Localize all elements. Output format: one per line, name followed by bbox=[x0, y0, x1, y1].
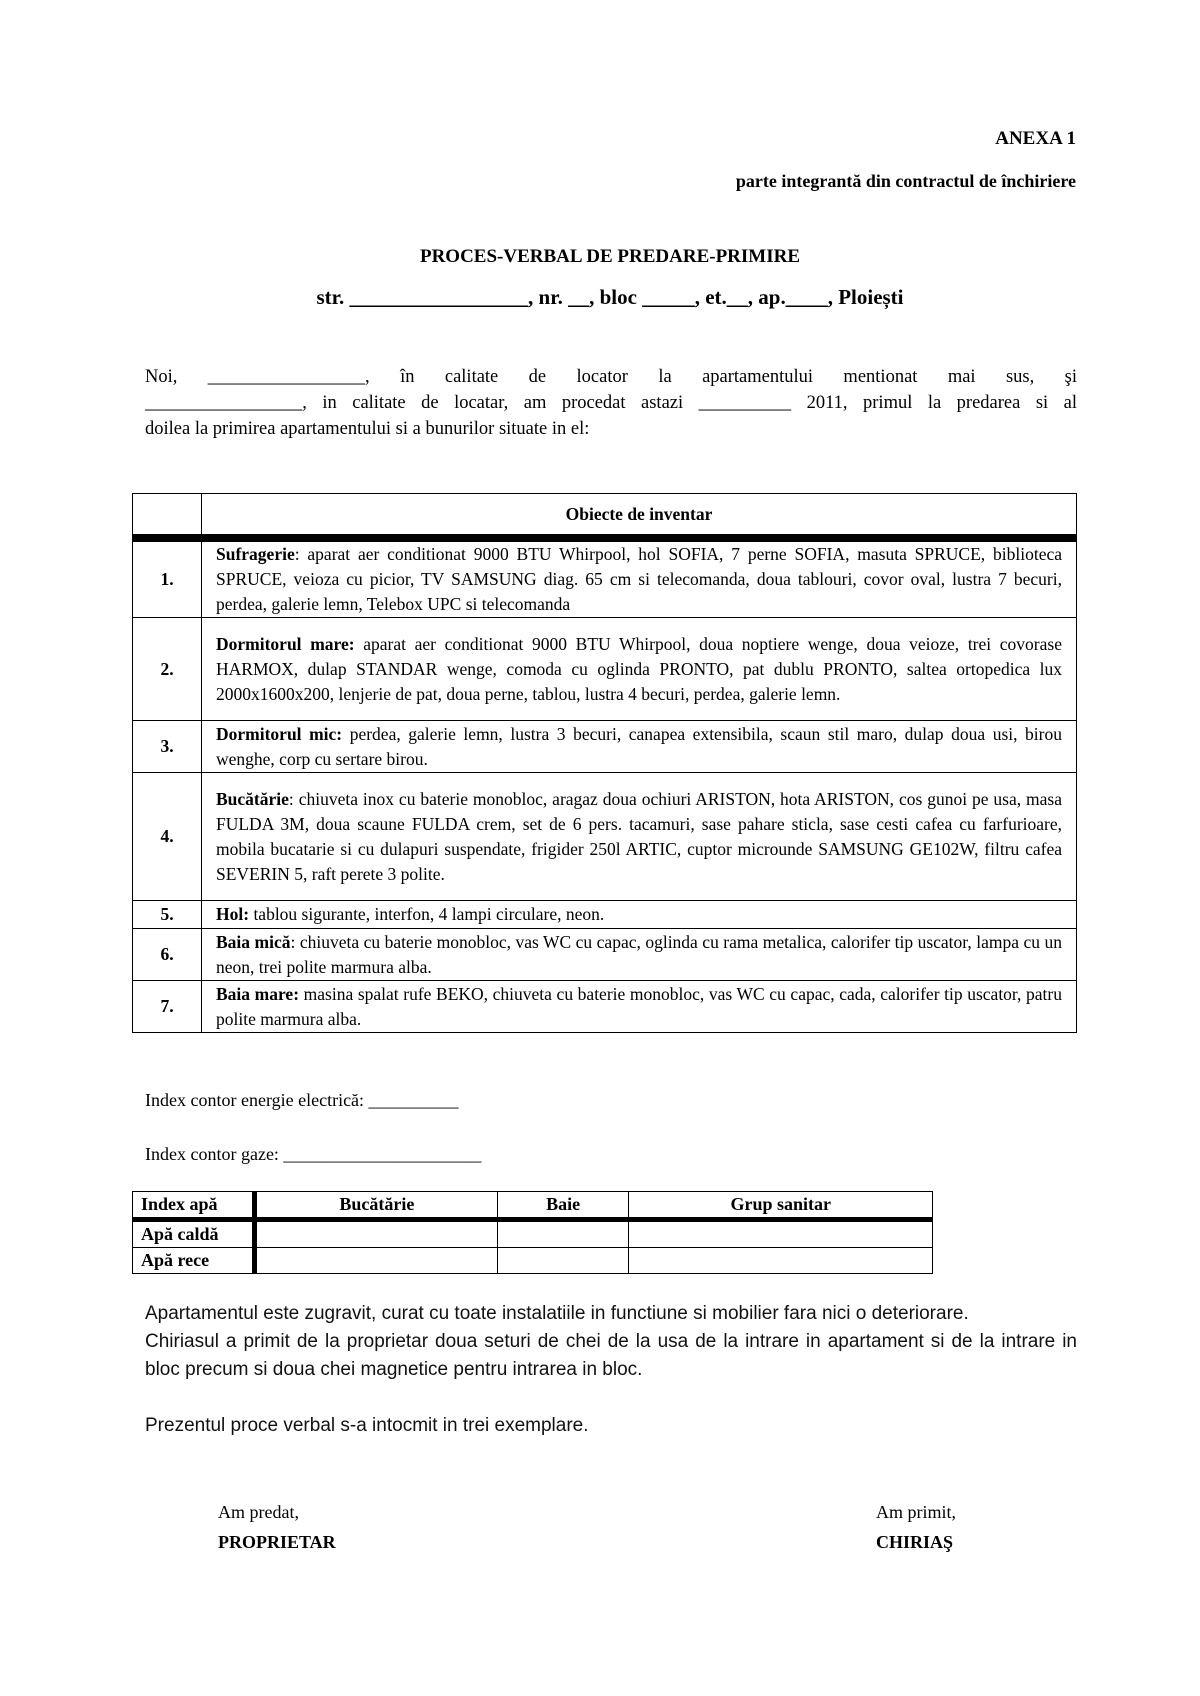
inventory-row-description bbox=[202, 901, 1077, 929]
inventory-row-number: 4. bbox=[133, 773, 202, 901]
inventory-room-name: Dormitorul mare: bbox=[216, 633, 355, 654]
inventory-row bbox=[133, 618, 1077, 721]
inventory-items: masina spalat rufe BEKO, chiuveta cu baterie monobloc, vas WC cu capac, cada, calorifer tip uscator, patru polite marmura alba. bbox=[216, 983, 1062, 1029]
signature-role: CHIRIAŞ bbox=[876, 1532, 954, 1552]
inventory-row-number: 7. bbox=[133, 981, 202, 1033]
inventory-row-number: 2. bbox=[133, 618, 202, 721]
inventory-room-name: Baia mare: bbox=[216, 983, 300, 1004]
water-cell bbox=[629, 1248, 933, 1274]
inventory-row bbox=[133, 721, 1077, 773]
inventory-row bbox=[133, 773, 1077, 901]
intro-line: doilea la primirea apartamentului si a bunurilor situate in el: bbox=[145, 419, 590, 439]
inventory-room-name: Bucătărie bbox=[216, 788, 289, 809]
inventory-room-name: Hol: bbox=[216, 904, 250, 924]
inventory-header-row bbox=[133, 494, 1077, 539]
signature-block-owner bbox=[218, 1497, 336, 1557]
document-title: PROCES-VERBAL DE PREDARE-PRIMIRE bbox=[419, 246, 801, 267]
intro-line: Noi, _________________, în calitate de locator la apartamentului mentionat mai sus, şi bbox=[145, 367, 1077, 387]
inventory-row-description bbox=[202, 773, 1077, 901]
inventory-items: : chiuveta cu baterie monobloc, vas WC cu capac, oglinda cu rama metalica, calorifer tip uscator, lampa cu un neon, trei polite marmura alba. bbox=[216, 931, 1062, 977]
intro-line: _________________, in calitate de locatar, am procedat astazi __________ 2011, primul la predarea si al bbox=[145, 393, 1077, 413]
signature-role: PROPRIETAR bbox=[218, 1532, 336, 1552]
inventory-header: Obiecte de inventar bbox=[202, 494, 1077, 539]
water-column-header: Bucătărie bbox=[255, 1192, 498, 1220]
inventory-items: : aparat aer conditionat 9000 BTU Whirpool, hol SOFIA, 7 perne SOFIA, masuta SPRUCE, biblioteca SPRUCE, veioza cu picior, TV SAMSUNG diag. 65 cm si telecomanda, doua tablouri, covor oval, lustra 7 becuri, perdea, galerie lemn, Telebox UPC si telecomanda bbox=[216, 544, 1062, 614]
signature-block-tenant bbox=[876, 1497, 956, 1557]
water-index-table bbox=[132, 1191, 933, 1274]
water-cell bbox=[629, 1220, 933, 1248]
closing-paragraph: Apartamentul este zugravit, curat cu toate instalatiile in functiune si mobilier fara nici o deteriorare. bbox=[145, 1303, 969, 1324]
closing-paragraph: Chiriasul a primit de la proprietar doua seturi de chei de la usa de la intrare in apartament si de la intrare in bloc precum si doua chei magnetice pentru intrarea in bloc. bbox=[145, 1331, 1077, 1380]
inventory-row-description bbox=[202, 721, 1077, 773]
water-corner-label: Index apă bbox=[133, 1192, 255, 1220]
water-row bbox=[133, 1248, 933, 1274]
inventory-row-description bbox=[202, 538, 1077, 618]
annex-subtitle: parte integrantă din contractul de închiriere bbox=[735, 171, 1076, 191]
inventory-items: perdea, galerie lemn, lustra 3 becuri, canapea extensibila, scaun stil maro, dulap doua usi, birou wenghe, corp cu sertare birou. bbox=[216, 723, 1062, 769]
inventory-row-number: 6. bbox=[133, 929, 202, 981]
inventory-row-number: 1. bbox=[133, 538, 202, 618]
inventory-row-number: 3. bbox=[133, 721, 202, 773]
electric-meter-index: Index contor energie electrică: __________ bbox=[145, 1090, 459, 1110]
water-row bbox=[133, 1220, 933, 1248]
annex-label: ANEXA 1 bbox=[995, 128, 1076, 149]
signature-label: Am primit, bbox=[876, 1502, 956, 1522]
inventory-row-description bbox=[202, 981, 1077, 1033]
inventory-row bbox=[133, 901, 1077, 929]
water-column-header: Baie bbox=[497, 1192, 629, 1220]
signature-label: Am predat, bbox=[218, 1502, 299, 1522]
water-row-label: Apă caldă bbox=[133, 1220, 255, 1248]
closing-paragraph: Prezentul proce verbal s-a intocmit in trei exemplare. bbox=[145, 1415, 589, 1436]
inventory-table bbox=[132, 493, 1077, 1033]
water-column-header: Grup sanitar bbox=[629, 1192, 933, 1220]
inventory-row bbox=[133, 929, 1077, 981]
water-cell bbox=[497, 1248, 629, 1274]
inventory-row-number: 5. bbox=[133, 901, 202, 929]
inventory-items: tablou sigurante, interfon, 4 lampi circulare, neon. bbox=[249, 904, 605, 924]
inventory-items: aparat aer conditionat 9000 BTU Whirpool, doua noptiere wenge, doua veioze, trei covorase HARMOX, dulap STANDAR wenge, comoda cu oglinda PRONTO, pat dublu PRONTO, saltea ortopedica lux 2000x1600x200, lenjerie de pat, doua perne, tablou, lustra 4 becuri, perdea, galerie lemn. bbox=[216, 633, 1062, 704]
inventory-corner-cell bbox=[133, 494, 202, 539]
inventory-room-name: Sufragerie bbox=[216, 544, 295, 564]
intro-paragraph bbox=[145, 364, 1077, 442]
water-row-label: Apă rece bbox=[133, 1248, 255, 1274]
inventory-room-name: Baia mică bbox=[216, 931, 291, 952]
water-cell bbox=[255, 1220, 498, 1248]
address-line: str. _________________, nr. __, bloc _____, et.__, ap.____, Ploiești bbox=[316, 285, 904, 309]
closing-section bbox=[145, 1300, 1077, 1440]
spacer bbox=[145, 1384, 1077, 1412]
gas-meter-index: Index contor gaze: ______________________ bbox=[145, 1144, 482, 1164]
water-cell bbox=[255, 1248, 498, 1274]
inventory-row bbox=[133, 538, 1077, 618]
inventory-row-description bbox=[202, 929, 1077, 981]
water-cell bbox=[497, 1220, 629, 1248]
water-header-row bbox=[133, 1192, 933, 1220]
inventory-room-name: Dormitorul mic: bbox=[216, 723, 343, 744]
inventory-items: : chiuveta inox cu baterie monobloc, aragaz doua ochiuri ARISTON, hota ARISTON, cos gunoi pe usa, masa FULDA 3M, doua scaune FULDA crem, set de 6 pers. tacamuri, sase pahare sticla, sase cesti cafea cu farfurioare, mobila bucatarie si cu dulapuri suspendate, frigider 250l ARTIC, cuptor microunde SAMSUNG GE102W, filtru cafea SEVERIN 5, raft perete 3 polite. bbox=[216, 788, 1062, 884]
inventory-row-description bbox=[202, 618, 1077, 721]
inventory-row bbox=[133, 981, 1077, 1033]
